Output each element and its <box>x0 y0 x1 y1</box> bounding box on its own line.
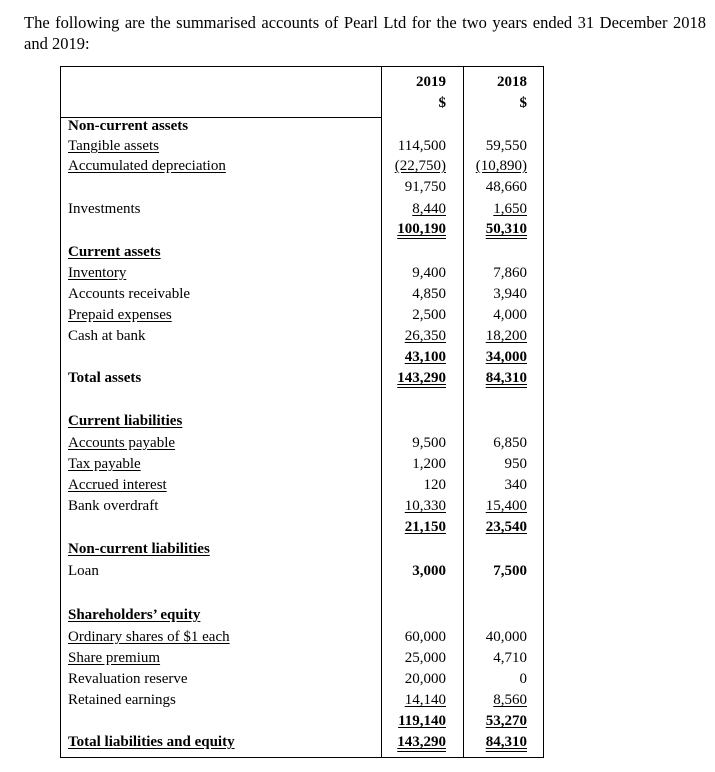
total-row <box>61 369 543 390</box>
value-2019: 43,100 <box>404 349 446 365</box>
row-label: Tangible assets <box>68 138 160 154</box>
value-2019: 26,350 <box>404 328 446 344</box>
year-header-row <box>61 73 543 94</box>
value-2018: 48,660 <box>485 179 527 195</box>
section-heading-row <box>61 412 543 433</box>
value-2018: 7,500 <box>493 563 527 579</box>
value-2018: 84,310 <box>485 370 527 386</box>
year-2019-header: 2019 <box>416 74 446 90</box>
table-row <box>61 562 543 583</box>
row-label: Accounts payable <box>68 435 176 451</box>
value-2019: 91,750 <box>404 179 446 195</box>
subtotal-row <box>61 178 543 199</box>
total-row <box>61 733 543 754</box>
value-2019: 8,440 <box>412 201 446 217</box>
table-row <box>61 137 543 158</box>
table-row <box>61 285 543 306</box>
value-2019: 100,190 <box>397 221 446 237</box>
section-heading: Shareholders’ equity <box>68 607 201 623</box>
row-label: Prepaid expenses <box>68 307 172 323</box>
table-row <box>61 497 543 518</box>
year-2018-header: 2018 <box>497 74 527 90</box>
value-2019: 60,000 <box>404 629 446 645</box>
currency-2018-header: $ <box>519 95 527 111</box>
value-2018: 7,860 <box>493 265 527 281</box>
value-2018: 6,850 <box>493 435 527 451</box>
value-2019: 9,500 <box>412 435 446 451</box>
value-2019: 143,290 <box>397 370 446 386</box>
section-heading: Non-current assets <box>68 118 189 134</box>
row-label: Tax payable <box>68 456 141 472</box>
row-label: Share premium <box>68 650 161 666</box>
currency-2019-header: $ <box>438 95 446 111</box>
section-heading-row <box>61 243 543 264</box>
table-row <box>61 434 543 455</box>
table-row <box>61 691 543 712</box>
table-row <box>61 264 543 285</box>
total-row <box>61 348 543 369</box>
total-row <box>61 712 543 733</box>
table-row <box>61 670 543 691</box>
row-label: Revaluation reserve <box>68 671 188 687</box>
table-row <box>61 649 543 670</box>
value-2019: 20,000 <box>404 671 446 687</box>
row-label: Retained earnings <box>68 692 176 708</box>
table-row <box>61 306 543 327</box>
value-2018: 40,000 <box>485 629 527 645</box>
value-2018: 50,310 <box>485 221 527 237</box>
table-row <box>61 200 543 221</box>
section-heading: Current liabilities <box>68 413 183 429</box>
value-2018: 4,710 <box>493 650 527 666</box>
value-2018: 18,200 <box>485 328 527 344</box>
value-2019: 120 <box>423 477 446 493</box>
value-2019: 9,400 <box>412 265 446 281</box>
value-2018: 15,400 <box>485 498 527 514</box>
value-2018: 53,270 <box>485 713 527 729</box>
value-2018: 3,940 <box>493 286 527 302</box>
value-2019: 3,000 <box>412 563 446 579</box>
row-label: Accounts receivable <box>68 286 191 302</box>
value-2019: 10,330 <box>404 498 446 514</box>
value-2018: 0 <box>519 671 527 687</box>
value-2018: 1,650 <box>493 201 527 217</box>
value-2019: 25,000 <box>404 650 446 666</box>
table-row <box>61 455 543 476</box>
value-2018: 34,000 <box>485 349 527 365</box>
row-label: Accrued interest <box>68 477 167 493</box>
row-label: Loan <box>68 563 99 579</box>
value-2019: 143,290 <box>397 734 446 750</box>
value-2019: 21,150 <box>404 519 446 535</box>
value-2018: 950 <box>504 456 527 472</box>
row-label: Total assets <box>68 370 142 386</box>
intro-paragraph: The following are the summarised accounts of Pearl Ltd for the two years ended 31 December 2018 and 2019: <box>24 13 706 53</box>
value-2018: 340 <box>504 477 527 493</box>
table-row <box>61 476 543 497</box>
value-2019: 2,500 <box>412 307 446 323</box>
value-2019: 4,850 <box>412 286 446 302</box>
row-label: Cash at bank <box>68 328 146 344</box>
value-2018: 4,000 <box>493 307 527 323</box>
table-row <box>61 628 543 649</box>
balance-sheet-table <box>60 66 544 758</box>
currency-header-row <box>61 94 543 115</box>
section-heading-row <box>61 117 543 138</box>
row-label: Bank overdraft <box>68 498 159 514</box>
section-heading: Non-current liabilities <box>68 541 210 557</box>
value-2018: 23,540 <box>485 519 527 535</box>
value-2019: 14,140 <box>404 692 446 708</box>
row-label: Investments <box>68 201 141 217</box>
value-2018: (10,890) <box>475 158 527 174</box>
section-heading-row <box>61 540 543 561</box>
section-heading: Current assets <box>68 244 161 260</box>
value-2018: 8,560 <box>493 692 527 708</box>
value-2018: 84,310 <box>485 734 527 750</box>
total-row <box>61 518 543 539</box>
total-row <box>61 220 543 241</box>
value-2019: 119,140 <box>398 713 446 729</box>
table-row <box>61 157 543 178</box>
row-label: Accumulated depreciation <box>68 158 226 174</box>
value-2018: 59,550 <box>485 138 527 154</box>
row-label: Inventory <box>68 265 127 281</box>
table-row <box>61 327 543 348</box>
value-2019: 114,500 <box>397 138 446 154</box>
section-heading-row <box>61 606 543 627</box>
row-label: Ordinary shares of $1 each <box>68 629 230 645</box>
value-2019: 1,200 <box>412 456 446 472</box>
value-2019: (22,750) <box>394 158 446 174</box>
row-label: Total liabilities and equity <box>68 734 235 750</box>
